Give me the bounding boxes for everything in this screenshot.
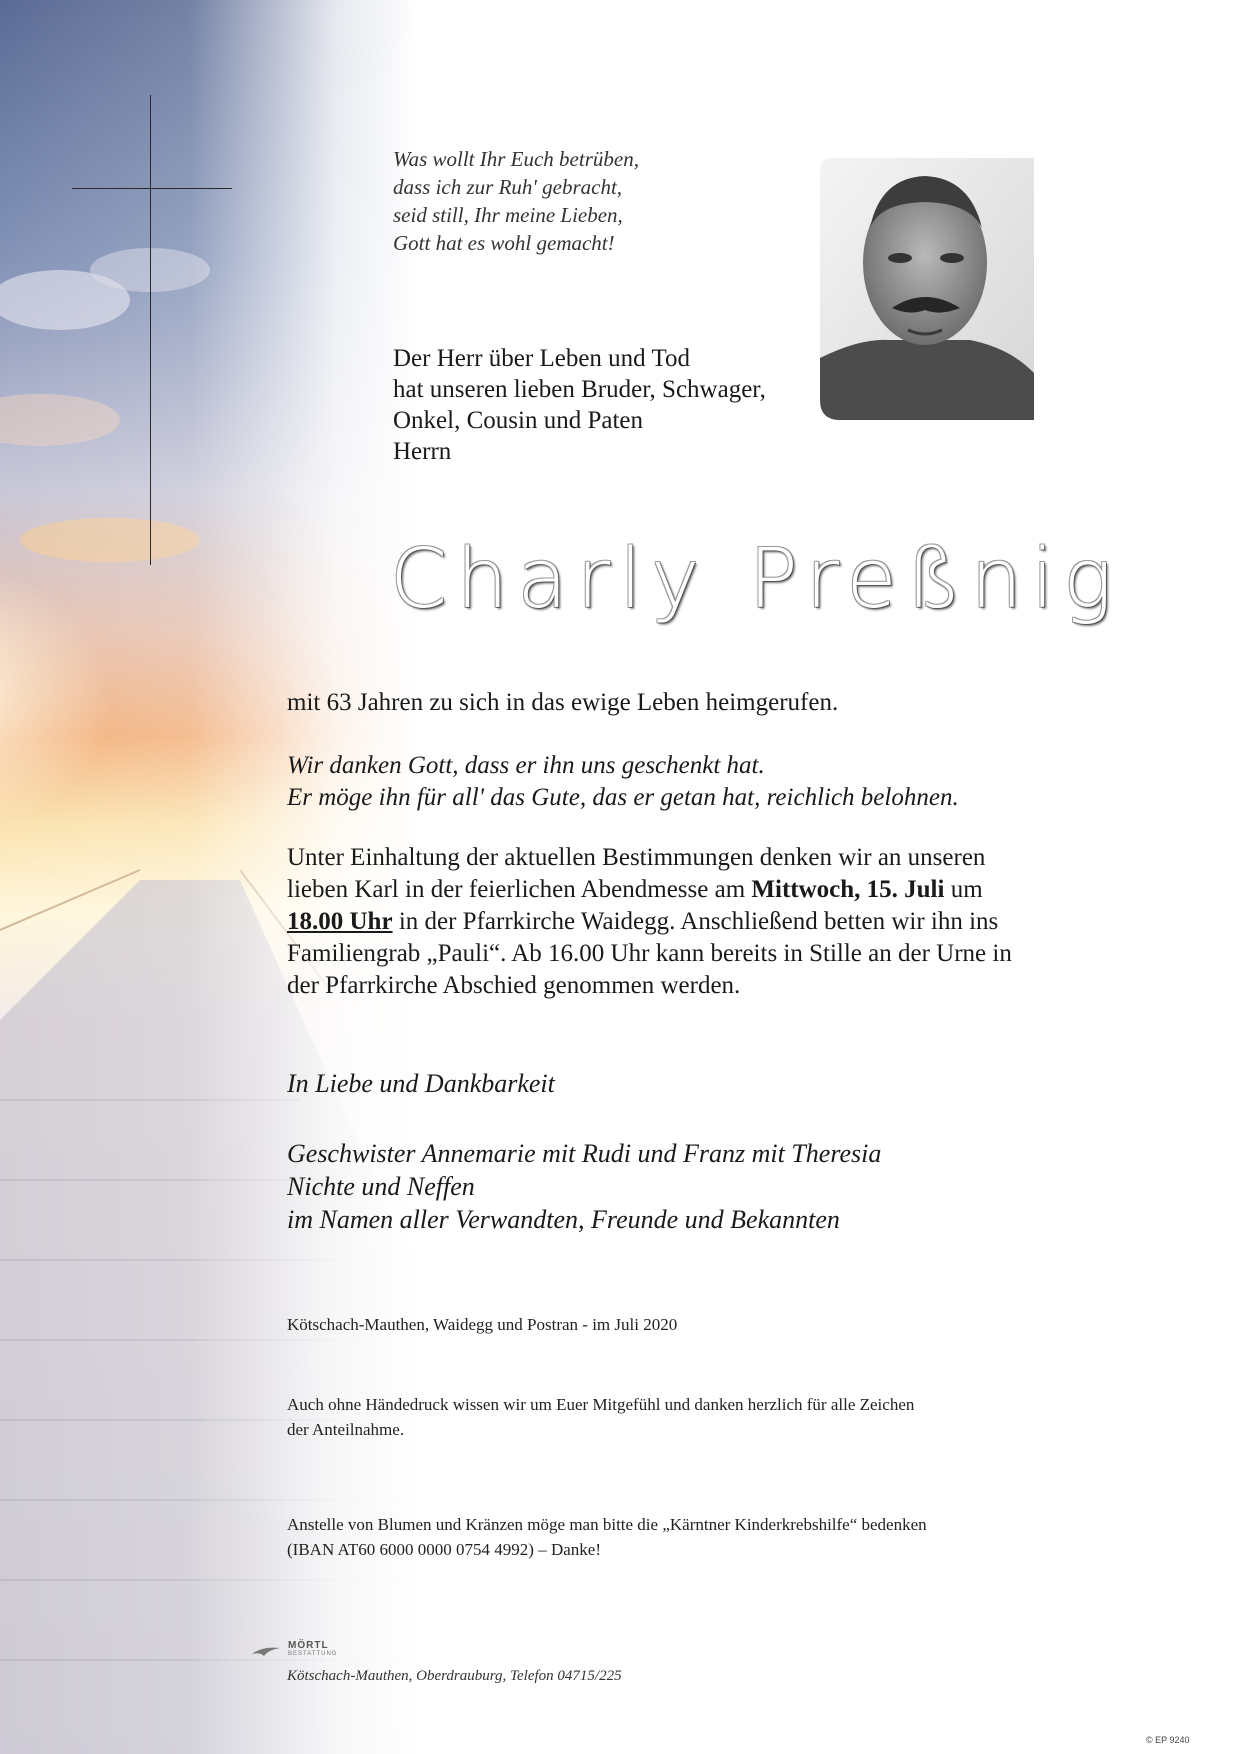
intro-line: Der Herr über Leben und Tod bbox=[393, 345, 690, 372]
verse-line: Was wollt Ihr Euch betrüben, bbox=[393, 147, 639, 171]
prayer-text bbox=[287, 750, 959, 814]
portrait-photo bbox=[820, 158, 1034, 420]
cross-icon bbox=[150, 95, 151, 565]
service-date: Mittwoch, 15. Juli bbox=[751, 876, 945, 903]
prayer-line: Er möge ihn für all' das Gute, das er getan hat, reichlich belohnen. bbox=[287, 784, 959, 811]
deceased-name bbox=[390, 530, 1122, 630]
verse-line: Gott hat es wohl gemacht! bbox=[393, 231, 615, 255]
closing-line: In Liebe und Dankbarkeit bbox=[287, 1069, 555, 1098]
footer-address: Kötschach-Mauthen, Oberdrauburg, Telefon 04715/225 bbox=[287, 1668, 622, 1684]
logo-name: MÖRTL bbox=[288, 1640, 329, 1651]
last-name: Preßnig bbox=[748, 532, 1122, 627]
service-time: 18.00 Uhr bbox=[287, 908, 393, 935]
mourner-line: Geschwister Annemarie mit Rudi und Franz mit Theresia bbox=[287, 1139, 882, 1168]
service-info: Unter Einhaltung der aktuellen Bestimmungen denken wir an unseren lieben Karl in der feierlichen Abendmesse am Mittwoch, 15. Juli um 18.00 Uhr in der Pfarrkirche Waidegg. Anschließend betten wir ihn ins Familiengrab „Pauli“. Ab 16.00 Uhr kann bereits in Stille an der Urne in der Pfarrkirche Abschied genommen werden. bbox=[287, 844, 1012, 999]
first-name: Charly bbox=[390, 532, 709, 627]
intro-line: Onkel, Cousin und Paten bbox=[393, 407, 643, 434]
mourner-line: im Namen aller Verwandten, Freunde und Bekannten bbox=[287, 1205, 840, 1234]
logo-subtitle: BESTATTUNG bbox=[288, 1651, 338, 1657]
donation-note: Anstelle von Blumen und Kränzen möge man bitte die „Kärntner Kinderkrebshilfe“ bedenken (IBAN AT60 6000 0000 0754 4992) – Danke! bbox=[287, 1515, 927, 1559]
age-line: mit 63 Jahren zu sich in das ewige Leben heimgerufen. bbox=[287, 689, 839, 716]
prayer-line: Wir danken Gott, dass er ihn uns geschenkt hat. bbox=[287, 752, 765, 779]
verse-line: dass ich zur Ruh' gebracht, bbox=[393, 175, 623, 199]
place-date: Kötschach-Mauthen, Waidegg und Postran - im Juli 2020 bbox=[287, 1315, 678, 1334]
mourners bbox=[287, 1137, 881, 1236]
document-code: © EP 9240 bbox=[1146, 1735, 1190, 1745]
bird-icon bbox=[250, 1644, 284, 1658]
cross-icon-bar bbox=[72, 188, 232, 189]
thanks-note: Auch ohne Händedruck wissen wir um Euer Mitgefühl und danken herzlich für alle Zeichen der Anteilnahme. bbox=[287, 1395, 915, 1439]
intro-text bbox=[393, 343, 766, 467]
verse bbox=[393, 145, 639, 257]
intro-line: hat unseren lieben Bruder, Schwager, bbox=[393, 376, 766, 403]
intro-line: Herrn bbox=[393, 438, 452, 465]
mourner-line: Nichte und Neffen bbox=[287, 1172, 475, 1201]
verse-line: seid still, Ihr meine Lieben, bbox=[393, 203, 623, 227]
